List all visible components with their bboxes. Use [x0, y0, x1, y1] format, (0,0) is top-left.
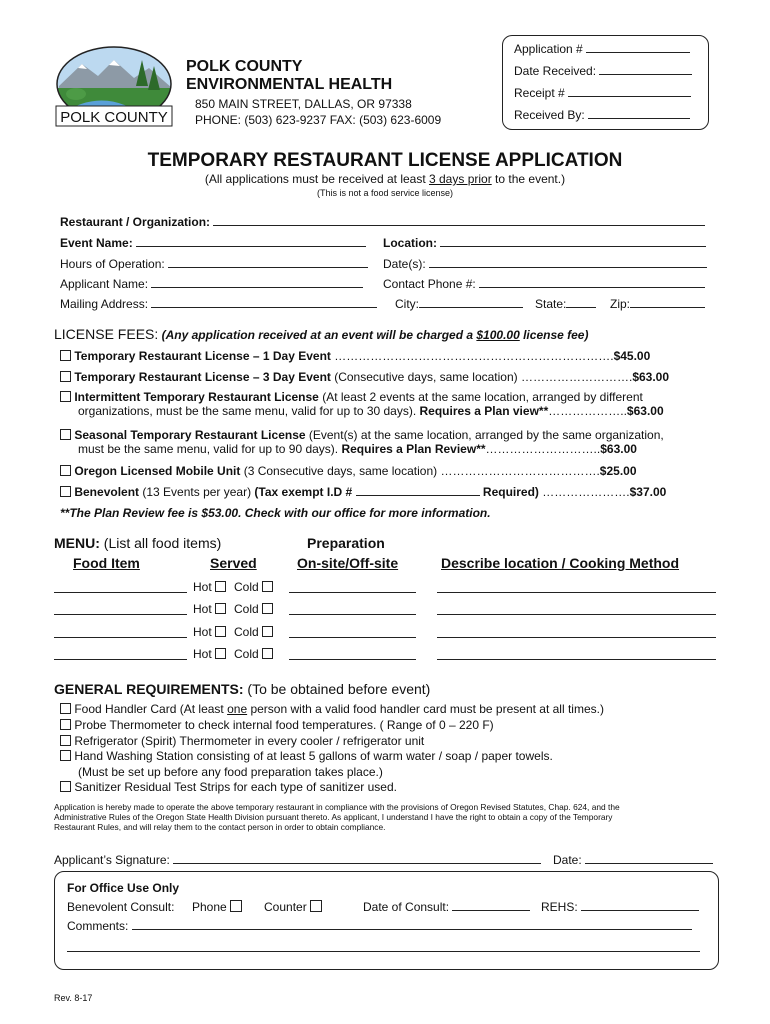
- application-number-field[interactable]: Application #: [514, 42, 690, 56]
- agency-name-line2: ENVIRONMENTAL HEALTH: [186, 76, 393, 93]
- served-hot-option[interactable]: Hot: [193, 647, 226, 661]
- fee-3day-checkbox[interactable]: [60, 371, 71, 382]
- served-cold-checkbox[interactable]: [262, 603, 273, 614]
- benevolent-consult-label: Benevolent Consult:: [67, 900, 175, 914]
- hours-field[interactable]: Hours of Operation:: [60, 257, 368, 271]
- revision-label: Rev. 8-17: [54, 993, 93, 1003]
- served-hot-checkbox[interactable]: [215, 581, 226, 592]
- dates-field[interactable]: Date(s):: [383, 257, 707, 271]
- comments-line-2[interactable]: [67, 951, 700, 952]
- cooking-method-input[interactable]: [437, 659, 716, 660]
- logo-text: POLK COUNTY: [60, 109, 168, 126]
- req-refrigerator-thermometer[interactable]: Refrigerator (Spirit) Thermometer in every cooler / refrigerator unit: [60, 734, 424, 748]
- form-subtitle: (All applications must be received at least 3 days prior to the event.): [204, 172, 566, 186]
- preparation-input[interactable]: [289, 659, 416, 660]
- fee-option-1day[interactable]: Temporary Restaurant License – 1 Day Event …………………………………………………………….$45.00: [60, 349, 650, 363]
- agency-address: 850 MAIN STREET, DALLAS, OR 97338: [195, 97, 412, 111]
- served-cold-checkbox[interactable]: [262, 581, 273, 592]
- fee-option-benevolent[interactable]: Benevolent (13 Events per year) (Tax exempt I.D # Required) ………………….$37.00: [60, 485, 666, 499]
- req-refrigerator-checkbox[interactable]: [60, 735, 71, 746]
- license-fees-heading: LICENSE FEES: (Any application received at an event will be charged a $100.00 license fee): [54, 326, 589, 342]
- cooking-method-input[interactable]: [437, 614, 716, 615]
- applicant-name-field[interactable]: Applicant Name:: [60, 277, 363, 291]
- office-use-box: [54, 871, 719, 970]
- polk-county-logo: [54, 46, 174, 128]
- served-cold-option[interactable]: Cold: [234, 647, 273, 661]
- fee-option-seasonal[interactable]: Seasonal Temporary Restaurant License (Event(s) at the same location, arranged by the same organization, must be the same menu, valid for up to 90 days). Requires a Plan Review**………………………..$63.00: [60, 428, 664, 456]
- legal-line-1: Application is hereby made to operate the above temporary restaurant in compliance with the provisions of Oregon Revised Statutes, Chap. 624, and the: [54, 802, 620, 812]
- event-name-field[interactable]: Event Name:: [60, 236, 366, 250]
- fee-option-mobile-unit[interactable]: Oregon Licensed Mobile Unit (3 Consecutive days, same location) ………………………………….$25.00: [60, 464, 637, 478]
- date-received-field[interactable]: Date Received:: [514, 64, 692, 78]
- office-use-heading: For Office Use Only: [67, 881, 180, 895]
- menu-col-prep-top: Preparation: [307, 535, 385, 551]
- fee-option-intermittent[interactable]: Intermittent Temporary Restaurant License (At least 2 events at the same location, arranged by different organizations, must be the same menu, valid for up to 30 days). Requires a Plan view**………………..$63.00: [60, 390, 664, 418]
- state-field[interactable]: State:: [535, 297, 596, 311]
- plan-review-note: **The Plan Review fee is $53.00. Check with our office for more information.: [60, 506, 491, 520]
- comments-field[interactable]: Comments:: [67, 919, 692, 933]
- date-of-consult-field[interactable]: Date of Consult:: [363, 900, 530, 914]
- agency-phone: PHONE: (503) 623-9237 FAX: (503) 623-6009: [195, 113, 442, 127]
- served-cold-option[interactable]: Cold: [234, 602, 273, 616]
- served-hot-checkbox[interactable]: [215, 648, 226, 659]
- served-cold-checkbox[interactable]: [262, 626, 273, 637]
- food-item-input[interactable]: [54, 592, 187, 593]
- form-title: TEMPORARY RESTAURANT LICENSE APPLICATION: [147, 150, 623, 171]
- receipt-number-field[interactable]: Receipt #: [514, 86, 691, 100]
- req-hand-washing-checkbox[interactable]: [60, 750, 71, 761]
- menu-col-describe: Describe location / Cooking Method: [441, 555, 680, 571]
- menu-col-prep: On-site/Off-site: [297, 555, 399, 571]
- served-cold-option[interactable]: Cold: [234, 580, 273, 594]
- restaurant-field[interactable]: Restaurant / Organization:: [60, 215, 705, 229]
- office-tracking-box: [502, 35, 709, 130]
- consult-counter-checkbox[interactable]: [310, 900, 322, 912]
- fee-option-3day[interactable]: Temporary Restaurant License – 3 Day Event (Consecutive days, same location) ……………………….$63.00: [60, 370, 669, 384]
- location-field[interactable]: Location:: [383, 236, 706, 250]
- req-hand-washing[interactable]: Hand Washing Station consisting of at least 5 gallons of warm water / soap / paper towels.: [60, 749, 553, 763]
- mailing-address-field[interactable]: Mailing Address:: [60, 297, 377, 311]
- req-food-handler[interactable]: Food Handler Card (At least one person with a valid food handler card must be present at all times.): [60, 702, 604, 716]
- served-hot-checkbox[interactable]: [215, 626, 226, 637]
- food-item-input[interactable]: [54, 637, 187, 638]
- req-sanitizer-checkbox[interactable]: [60, 781, 71, 792]
- rehs-field[interactable]: REHS:: [541, 900, 699, 914]
- received-by-field[interactable]: Received By:: [514, 108, 690, 122]
- legal-line-2: Administrative Rules of the Oregon State Health Division pursuant thereto. As applicant, I understand I have the right to obtain a copy of the Temporary: [54, 812, 613, 822]
- zip-field[interactable]: Zip:: [610, 297, 705, 311]
- served-cold-option[interactable]: Cold: [234, 625, 273, 639]
- legal-line-3: Restaurant Rules, and will relay them to the contact person in order to obtain compliance.: [54, 822, 386, 832]
- fee-1day-checkbox[interactable]: [60, 350, 71, 361]
- preparation-input[interactable]: [289, 637, 416, 638]
- food-item-input[interactable]: [54, 614, 187, 615]
- consult-phone-checkbox[interactable]: [230, 900, 242, 912]
- req-hand-washing-note: (Must be set up before any food preparation takes place.): [78, 765, 383, 779]
- cooking-method-input[interactable]: [437, 637, 716, 638]
- req-sanitizer-strips[interactable]: Sanitizer Residual Test Strips for each type of sanitizer used.: [60, 780, 397, 794]
- menu-heading: MENU: (List all food items): [54, 535, 222, 551]
- consult-counter-option[interactable]: Counter: [264, 900, 322, 914]
- general-requirements-heading: GENERAL REQUIREMENTS: (To be obtained before event): [54, 681, 431, 697]
- form-note: (This is not a food service license): [316, 188, 454, 198]
- city-field[interactable]: City:: [395, 297, 523, 311]
- food-item-input[interactable]: [54, 659, 187, 660]
- menu-col-served: Served: [210, 555, 257, 571]
- agency-name-line1: POLK COUNTY: [186, 58, 303, 75]
- fee-benevolent-checkbox[interactable]: [60, 486, 71, 497]
- signature-date-field[interactable]: Date:: [553, 853, 713, 867]
- req-probe-thermometer[interactable]: Probe Thermometer to check internal food temperatures. ( Range of 0 – 220 F): [60, 718, 494, 732]
- preparation-input[interactable]: [289, 614, 416, 615]
- applicant-signature-field[interactable]: Applicant’s Signature:: [54, 853, 541, 867]
- req-probe-checkbox[interactable]: [60, 719, 71, 730]
- served-cold-checkbox[interactable]: [262, 648, 273, 659]
- fee-mobile-checkbox[interactable]: [60, 465, 71, 476]
- served-hot-checkbox[interactable]: [215, 603, 226, 614]
- req-food-handler-checkbox[interactable]: [60, 703, 71, 714]
- fee-intermittent-checkbox[interactable]: [60, 391, 71, 402]
- served-hot-option[interactable]: Hot: [193, 625, 226, 639]
- legal-statement: [54, 802, 719, 832]
- tax-exempt-id-field[interactable]: [356, 495, 480, 496]
- cooking-method-input[interactable]: [437, 592, 716, 593]
- fee-seasonal-checkbox[interactable]: [60, 429, 71, 440]
- contact-phone-field[interactable]: Contact Phone #:: [383, 277, 705, 291]
- preparation-input[interactable]: [289, 592, 416, 593]
- served-hot-option[interactable]: Hot: [193, 580, 226, 594]
- menu-col-food: Food Item: [73, 555, 140, 571]
- served-hot-option[interactable]: Hot: [193, 602, 226, 616]
- consult-phone-option[interactable]: Phone: [192, 900, 242, 914]
